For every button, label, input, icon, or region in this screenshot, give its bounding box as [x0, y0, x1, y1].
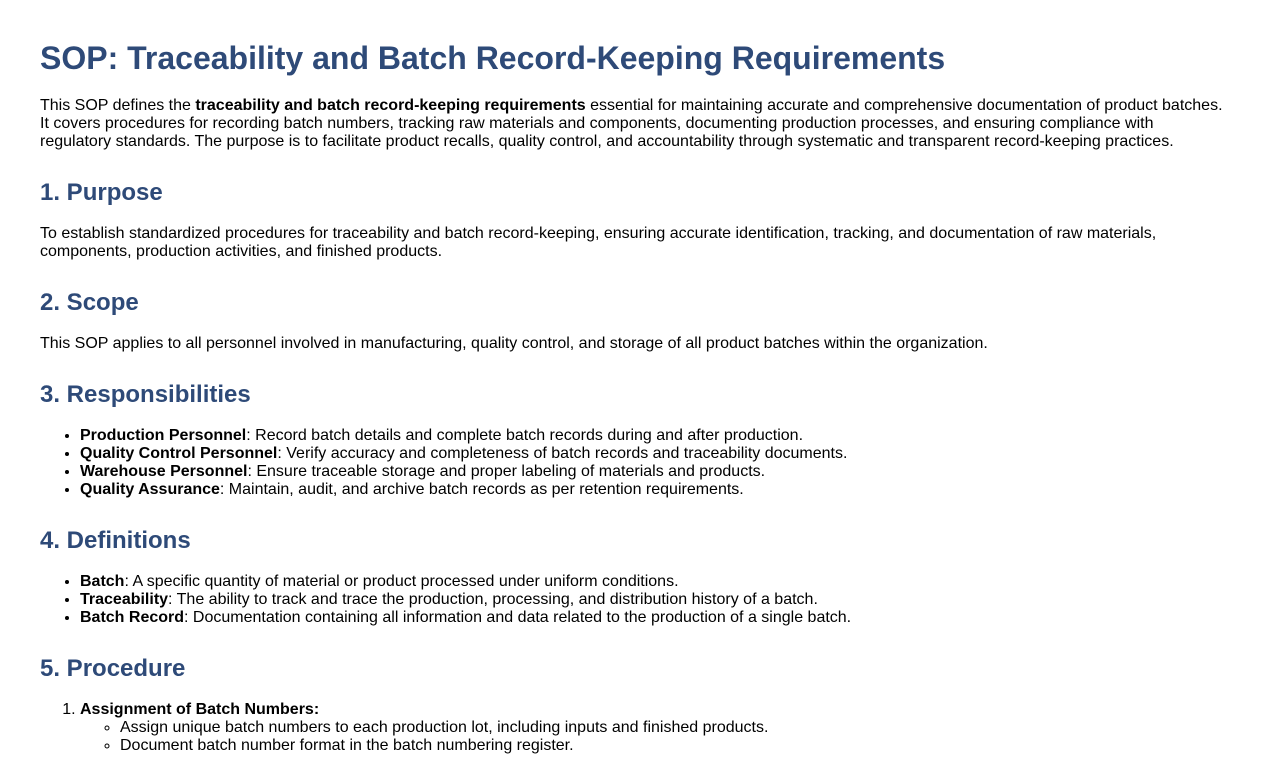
list-item-desc: : The ability to track and trace the production, processing, and distribution history of a batch.: [168, 591, 818, 608]
list-item-desc: : Ensure traceable storage and proper labeling of materials and products.: [247, 463, 766, 480]
section-scope: [40, 289, 1223, 353]
intro-text-pre: This SOP defines the: [40, 97, 196, 114]
list-item-desc: : Maintain, audit, and archive batch records as per retention requirements.: [219, 481, 744, 498]
section-heading-definitions: 4. Definitions: [40, 527, 191, 554]
list-item: [80, 573, 1223, 591]
procedure-step: [80, 701, 1223, 755]
list-item-term: Warehouse Personnel: [80, 463, 248, 480]
list-item-desc: : Documentation containing all information and data related to the production of a single batch.: [184, 609, 852, 626]
intro-text-post: essential for maintaining accurate and comprehensive documentation of product batches. It covers procedures for recording batch numbers, tracking raw materials and components, documenting production processes, and ensuring compliance with regulatory standards. The purpose is to facilitate product recalls, quality control, and accountability through systematic and transparent record-keeping practices.: [40, 97, 1223, 150]
section-definitions: [40, 527, 1223, 627]
list-item-term: Batch Record: [80, 609, 185, 626]
intro-text-bold: traceability and batch record-keeping requirements: [195, 97, 586, 114]
definitions-list: [40, 573, 1223, 627]
section-procedure: [40, 655, 1223, 755]
section-heading-procedure: 5. Procedure: [40, 655, 186, 682]
list-item-desc: : Verify accuracy and completeness of batch records and traceability documents.: [277, 445, 848, 462]
list-item-term: Production Personnel: [80, 427, 247, 444]
list-item: [80, 427, 1223, 445]
procedure-step-title: Assignment of Batch Numbers:: [80, 701, 320, 718]
list-item: [80, 445, 1223, 463]
list-item: ◦ Assign unique batch numbers to each production lot, including inputs and finished products.: [120, 719, 1223, 737]
list-item: [80, 463, 1223, 481]
list-item: [80, 609, 1223, 627]
section-heading-responsibilities: 3. Responsibilities: [40, 381, 251, 408]
procedure-substeps: [80, 719, 1223, 755]
list-item: [80, 481, 1223, 499]
list-item-term: Traceability: [80, 591, 169, 608]
list-item: ◦ Document batch number format in the batch numbering register.: [120, 737, 1223, 755]
page-title: SOP: Traceability and Batch Record-Keeping Requirements: [40, 40, 946, 76]
intro-paragraph: [40, 97, 1223, 151]
section-responsibilities: [40, 381, 1223, 499]
list-item-desc: : Record batch details and complete batch records during and after production.: [246, 427, 804, 444]
procedure-steps: [40, 701, 1223, 755]
section-purpose: [40, 179, 1223, 261]
scope-text: This SOP applies to all personnel involved in manufacturing, quality control, and storage of all product batches within the organization.: [40, 335, 988, 352]
list-item: [80, 591, 1223, 609]
list-item-desc: : A specific quantity of material or product processed under uniform conditions.: [124, 573, 679, 590]
responsibilities-list: [40, 427, 1223, 499]
section-heading-scope: 2. Scope: [40, 289, 139, 316]
list-item-term: Quality Control Personnel: [80, 445, 278, 462]
list-item-term: Batch: [80, 573, 125, 590]
purpose-text: To establish standardized procedures for traceability and batch record-keeping, ensuring accurate identification, tracking, and documentation of raw materials, components, production activities, and finished products.: [40, 225, 1157, 260]
list-item-term: Quality Assurance: [80, 481, 220, 498]
section-heading-purpose: 1. Purpose: [40, 179, 163, 206]
